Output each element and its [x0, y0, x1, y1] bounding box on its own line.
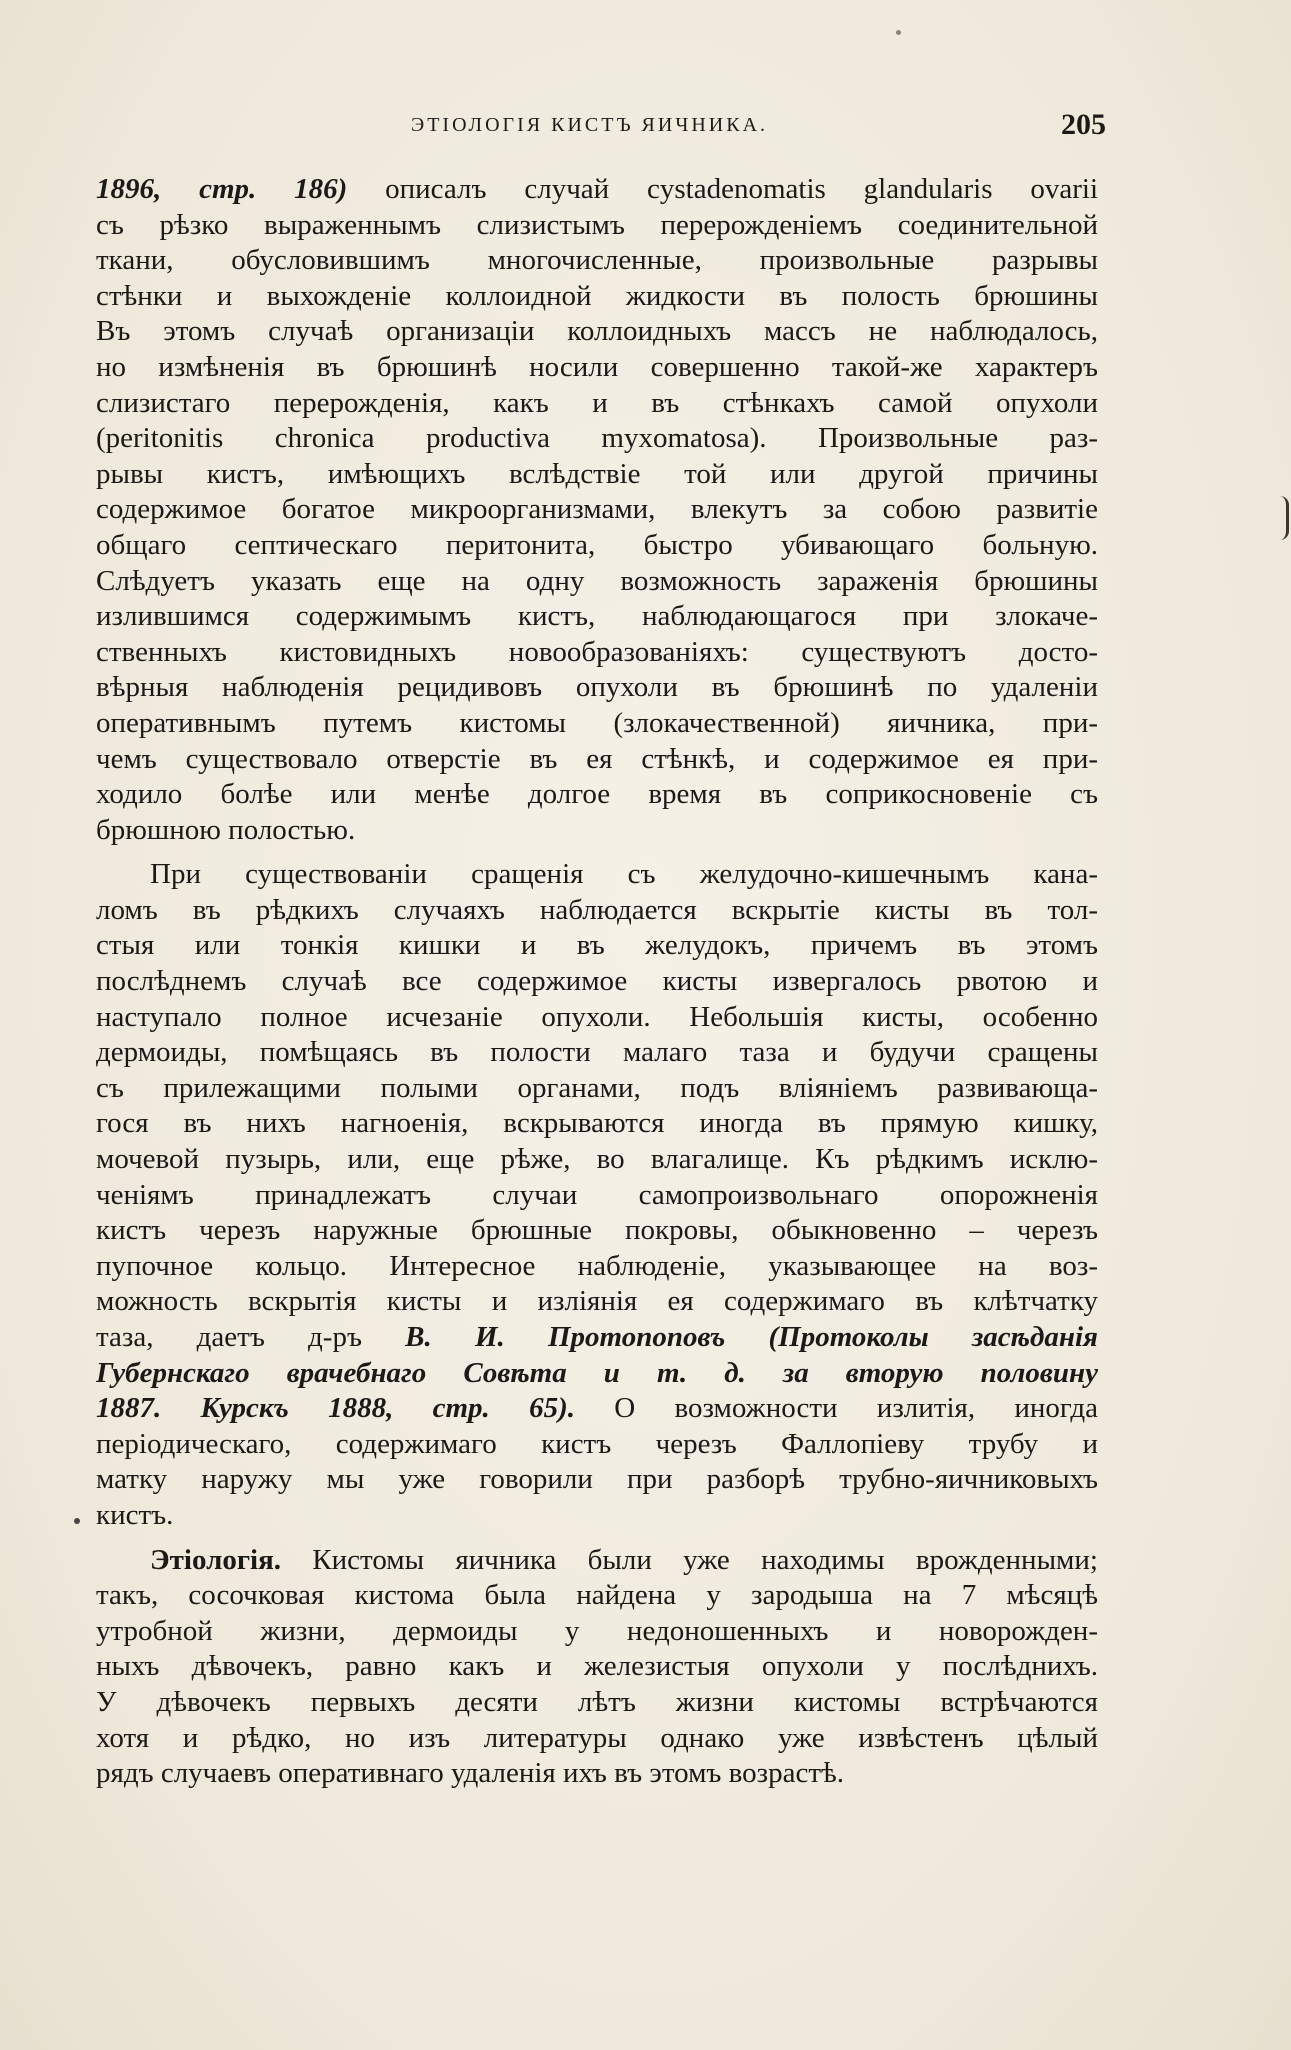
- text-line: [96, 421, 1098, 457]
- text-line: [96, 350, 1098, 386]
- text-line: [96, 706, 1098, 742]
- text-line: [96, 172, 1098, 208]
- text-span: хотя и рѣдко, но изъ литературы однако уже извѣстенъ цѣлый: [96, 1721, 1098, 1754]
- text-span: но измѣненія въ брюшинѣ носили совершенно такой-же характеръ: [96, 350, 1098, 383]
- text-span: послѣднемъ случаѣ все содержимое кисты извергалось рвотою и: [96, 965, 1098, 998]
- text-span: ственныхъ кистовидныхъ новообразованіяхъ: существуютъ досто-: [96, 635, 1098, 668]
- text-line: [96, 1178, 1098, 1214]
- text-line: [96, 1721, 1098, 1757]
- text-line: [96, 1142, 1098, 1178]
- citation-text: 1887. Курскъ 1888, стр. 65).: [96, 1392, 575, 1425]
- text-line: [96, 1649, 1098, 1685]
- text-span: такъ, сосочковая кистома была найдена у зародыша на 7 мѣсяцѣ: [96, 1579, 1098, 1612]
- text-line: [96, 1000, 1098, 1036]
- text-line: [96, 1614, 1098, 1650]
- text-span: оперативнымъ путемъ кистомы (злокачественной) яичника, при-: [96, 706, 1098, 739]
- text-span: описалъ случай cystadenomatis glandularis ovarii: [347, 173, 1098, 205]
- text-span: кистъ черезъ наружные брюшные покровы, обыкновенно – черезъ: [96, 1214, 1098, 1247]
- text-line: [96, 279, 1098, 315]
- text-line: [96, 1356, 1098, 1392]
- text-span: таза, даетъ д-ръ: [96, 1321, 406, 1353]
- text-line: [96, 777, 1098, 813]
- section-heading: Этіологія.: [150, 1543, 282, 1576]
- text-line: [96, 386, 1098, 422]
- text-span: рывы кистъ, имѣющихъ вслѣдствіе той или другой причины: [96, 457, 1098, 490]
- text-line: [96, 1543, 1098, 1579]
- text-span: матку наружу мы уже говорили при разборѣ трубно-яичниковыхъ: [96, 1463, 1098, 1496]
- text-line: [96, 564, 1098, 600]
- text-line: [96, 670, 1098, 706]
- text-span: излившимся содержимымъ кистъ, наблюдающагося при злокаче-: [96, 600, 1098, 633]
- text-line: [96, 599, 1098, 635]
- text-line: [96, 1284, 1098, 1320]
- text-span: наступало полное исчезаніе опухоли. Небольшія кисты, особенно: [96, 1000, 1098, 1033]
- text-span: У дѣвочекъ первыхъ десяти лѣтъ жизни кистомы встрѣчаются: [96, 1685, 1098, 1718]
- text-span: Кистомы яичника были уже находимы врожденными;: [281, 1543, 1098, 1576]
- text-line: [96, 1249, 1098, 1285]
- text-line: [96, 1391, 1098, 1427]
- text-line: [96, 1498, 1098, 1534]
- text-line: [96, 243, 1098, 279]
- text-span: пупочное кольцо. Интересное наблюденіе, указывающее на воз-: [96, 1249, 1098, 1282]
- text-line: [96, 1213, 1098, 1249]
- text-span: можность вскрытія кисты и изліянія ея содержимаго въ клѣтчатку: [96, 1285, 1098, 1318]
- text-span: утробной жизни, дермоиды у недоношенныхъ и новорожден-: [96, 1614, 1098, 1647]
- running-title: ЭТІОЛОГІЯ КИСТЪ ЯИЧНИКА.: [411, 114, 769, 136]
- text-span: мочевой пузырь, или, еще рѣже, во влагалище. Къ рѣдкимъ исклю-: [96, 1143, 1098, 1176]
- text-span: ткани, обусловившимъ многочисленные, произвольные разрывы: [96, 244, 1098, 277]
- text-span: дермоиды, помѣщаясь въ полости малаго таза и будучи сращены: [96, 1036, 1098, 1069]
- text-line: [96, 457, 1098, 493]
- margin-pencil-mark: [1280, 496, 1289, 540]
- text-line: [96, 528, 1098, 564]
- text-line: [96, 964, 1098, 1000]
- text-span: брюшною полостью.: [96, 813, 356, 846]
- text-span: кистъ.: [96, 1498, 174, 1531]
- text-line: [96, 928, 1098, 964]
- text-span: чемъ существовало отверстіе въ ея стѣнкѣ, и содержимое ея при-: [96, 742, 1098, 775]
- text-span: рядъ случаевъ оперативнаго удаленія ихъ въ этомъ возрастѣ.: [96, 1757, 845, 1790]
- citation-text: В. И. Протопоповъ (Протоколы засѣданія: [405, 1321, 1098, 1353]
- text-line: [96, 813, 1098, 849]
- text-span: съ рѣзко выраженнымъ слизистымъ перерожденіемъ соединительной: [96, 208, 1098, 241]
- text-span: періодическаго, содержимаго кистъ черезъ Фаллопіеву трубу и: [96, 1427, 1098, 1460]
- text-line: [96, 742, 1098, 778]
- text-line: [96, 1071, 1098, 1107]
- body-text: [96, 172, 1098, 1792]
- page-number: 205: [1061, 108, 1106, 141]
- text-line: [96, 492, 1098, 528]
- text-line: [96, 208, 1098, 244]
- margin-dot: [74, 1518, 80, 1524]
- text-line: [96, 1427, 1098, 1463]
- text-span: ныхъ дѣвочекъ, равно какъ и железистыя опухоли у послѣднихъ.: [96, 1650, 1098, 1683]
- text-line: [96, 1462, 1098, 1498]
- text-line: [96, 635, 1098, 671]
- text-line: [96, 1106, 1098, 1142]
- text-span: ченіямъ принадлежатъ случаи самопроизвольнаго опорожненія: [96, 1178, 1098, 1211]
- text-span: съ прилежащими полыми органами, подъ вліяніемъ развивающа-: [96, 1071, 1098, 1104]
- text-span: При существованіи сращенія съ желудочно-кишечнымъ кана-: [150, 858, 1098, 891]
- text-span: ходило болѣе или менѣе долгое время въ соприкосновеніе съ: [96, 778, 1098, 811]
- text-span: О возможности излитія, иногда: [575, 1392, 1098, 1425]
- text-span: вѣрныя наблюденія рецидивовъ опухоли въ брюшинѣ по удаленіи: [96, 671, 1098, 704]
- text-line: [96, 314, 1098, 350]
- text-line: [96, 1685, 1098, 1721]
- text-line: [96, 857, 1098, 893]
- paragraph-gap: [96, 848, 1098, 857]
- text-line: [96, 1756, 1098, 1792]
- text-span: ломъ въ рѣдкихъ случаяхъ наблюдается вскрытіе кисты въ тол-: [96, 893, 1098, 926]
- text-span: слизистаго перерожденія, какъ и въ стѣнкахъ самой опухоли: [96, 386, 1098, 419]
- text-line: [96, 1035, 1098, 1071]
- text-line: [96, 1578, 1098, 1614]
- citation-text: Губернскаго врачебнаго Совѣта и т. д. за вторую половину: [96, 1356, 1098, 1389]
- text-span: (peritonitis chronica productiva myxomatosa). Произвольные раз-: [96, 422, 1098, 455]
- text-span: стыя или тонкія кишки и въ желудокъ, причемъ въ этомъ: [96, 929, 1098, 962]
- print-speck: [896, 30, 901, 35]
- text-span: общаго септическаго перитонита, быстро убивающаго больную.: [96, 528, 1098, 561]
- text-span: Въ этомъ случаѣ организаціи коллоидныхъ массъ не наблюдалось,: [96, 315, 1098, 348]
- page-header: [96, 108, 1106, 148]
- citation-text: 1896, стр. 186): [96, 173, 348, 205]
- text-span: стѣнки и выхожденіе коллоидной жидкости въ полость брюшины: [96, 279, 1098, 312]
- text-span: гося въ нихъ нагноенія, вскрываются иногда въ прямую кишку,: [96, 1107, 1098, 1140]
- text-span: содержимое богатое микроорганизмами, влекутъ за собою развитіе: [96, 493, 1098, 526]
- paragraph-gap: [96, 1534, 1098, 1543]
- text-line: [96, 893, 1098, 929]
- text-span: Слѣдуетъ указать еще на одну возможность зараженія брюшины: [96, 564, 1098, 597]
- text-line: [96, 1320, 1098, 1356]
